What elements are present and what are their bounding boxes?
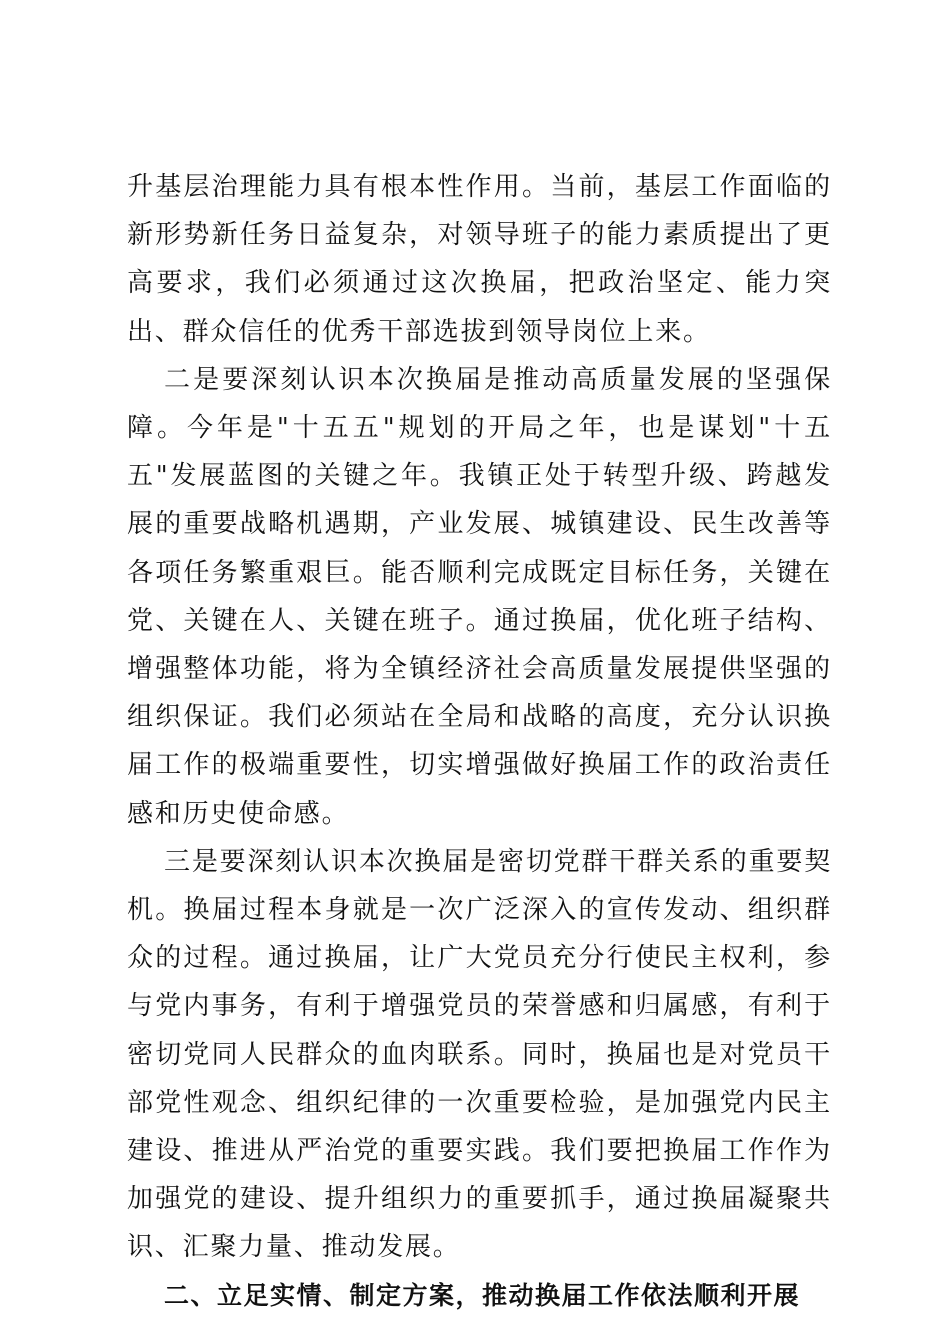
document-body — [127, 163, 832, 1320]
section-heading: 二、立足实情、制定方案，推动换届工作依法顺利开展 — [164, 1280, 801, 1310]
paragraph-point-three: 三是要深刻认识本次换届是密切党群干群关系的重要契机。换届过程本身就是一次广泛深入的宣传发动、组织群众的过程。通过换届，让广大党员充分行使民主权利，参与党内事务，有利于增强党员的荣誉感和归属感，有利于密切党同人民群众的血肉联系。同时，换届也是对党员干部党性观念、组织纪律的一次重要检验，是加强党内民主建设、推进从严治党的重要实践。我们要把换届工作作为加强党的建设、提升组织力的重要抓手，通过换届凝聚共识、汇聚力量、推动发展。 — [127, 846, 832, 1263]
paragraph-point-two: 二是要深刻认识本次换届是推动高质量发展的坚强保障。今年是"十五五"规划的开局之年，也是谋划"十五五"发展蓝图的关键之年。我镇正处于转型升级、跨越发展的重要战略机遇期，产业发展、城镇建设、民生改善等各项任务繁重艰巨。能否顺利完成既定目标任务，关键在党、关键在人、关键在班子。通过换届，优化班子结构、增强整体功能，将为全镇经济社会高质量发展提供坚强的组织保证。我们必须站在全局和战略的高度，充分认识换届工作的极端重要性，切实增强做好换届工作的政治责任感和历史使命感。 — [127, 364, 832, 829]
paragraph-continuation: 升基层治理能力具有根本性作用。当前，基层工作面临的新形势新任务日益复杂，对领导班子的能力素质提出了更高要求，我们必须通过这次换届，把政治坚定、能力突出、群众信任的优秀干部选拔到领导岗位上来。 — [127, 172, 832, 347]
